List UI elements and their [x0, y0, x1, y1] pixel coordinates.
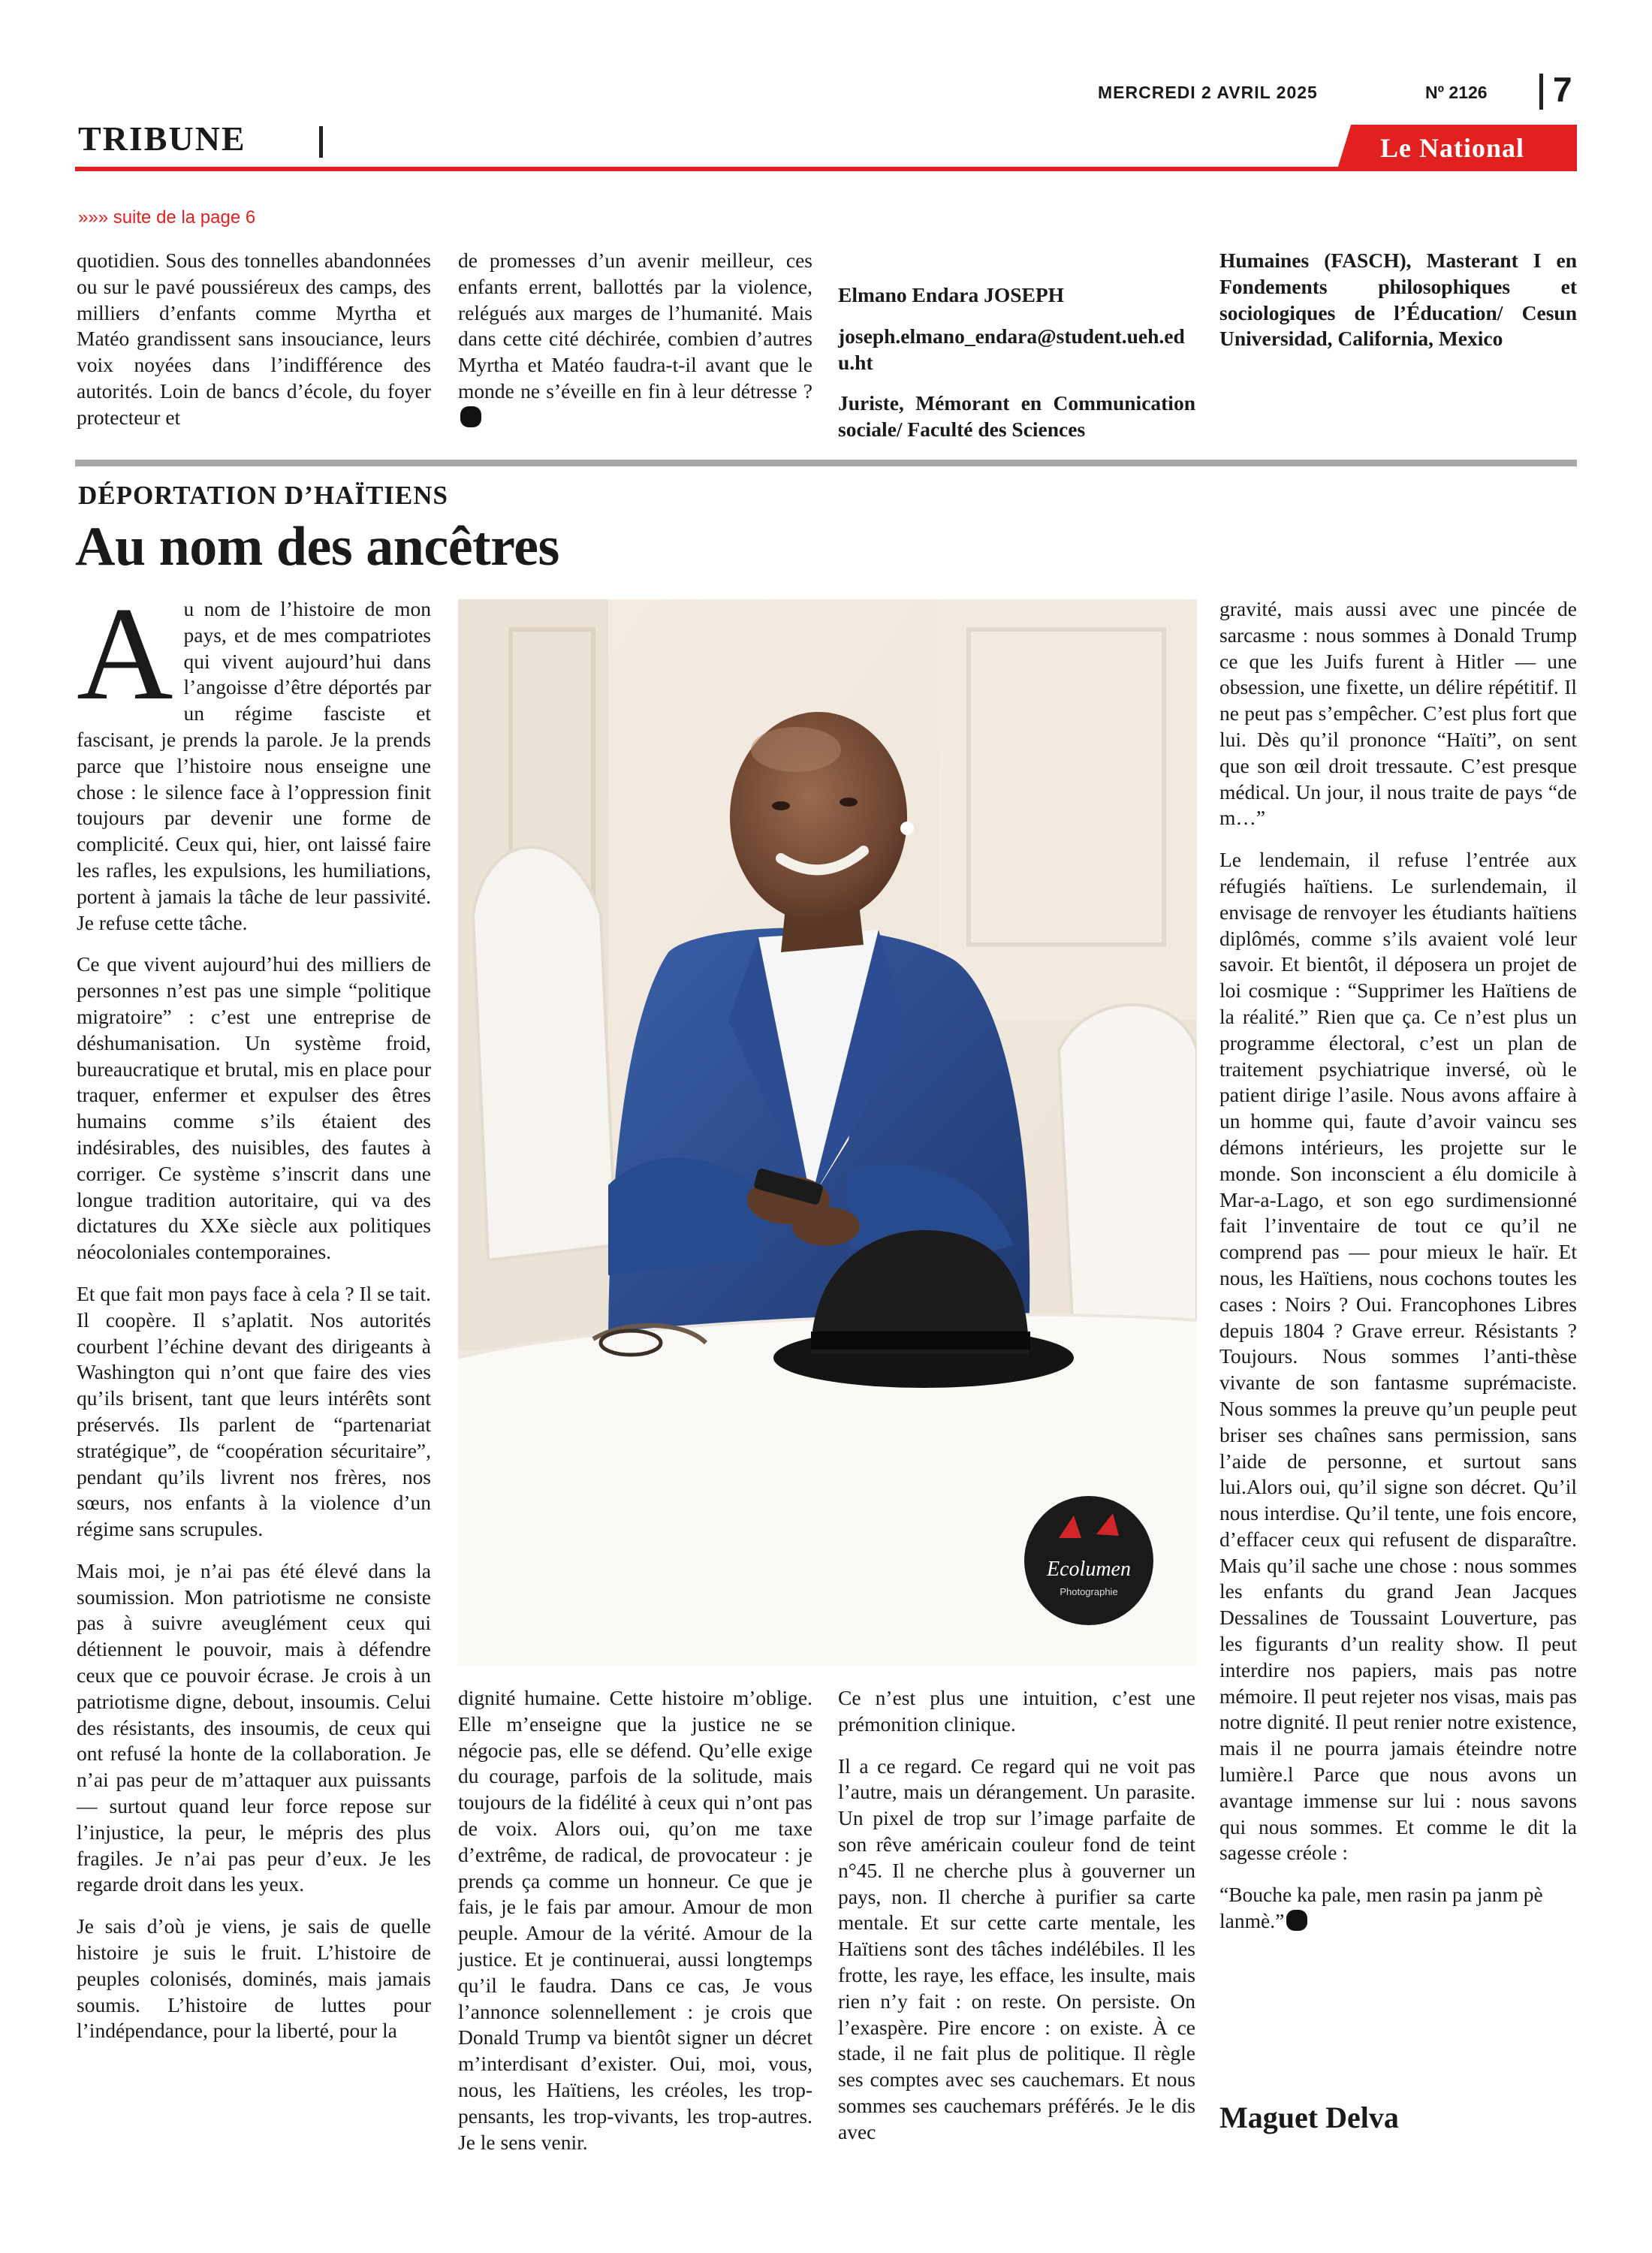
prev-article-paragraph: quotidien. Sous des tonnelles abandonnées ou sur le pavé poussiéreux des camps, des milliers d’enfants comme Myrtha et Matéo grandissent sans insouciance, leurs voix noyées dans l’indifférence des autorités. Loin de bancs d’école, du foyer protecteur et	[77, 249, 431, 429]
end-mark-icon	[1286, 1910, 1307, 1931]
article-kicker: DÉPORTATION D’HAÏTIENS	[78, 481, 449, 510]
article-column-3	[838, 1685, 1195, 2146]
end-mark-icon	[460, 406, 481, 427]
author-title: Juriste, Mémorant en Communication sociale/ Faculté des Sciences	[838, 391, 1195, 442]
continued-from-label: »»» suite de la page 6	[78, 207, 256, 228]
author-name: Elmano Endara JOSEPH	[838, 283, 1065, 306]
page-number: 7	[1553, 70, 1572, 109]
article-paragraph: Ce que vivent aujourd’hui des milliers de personnes n’est pas une simple “politique migratoire” : c’est une entreprise de déshumanisation. Un système froid, bureaucratique et brutal, mis en place pour traquer, enfermer et expulser des êtres humains comme s’ils étaient des indésirables, des nuisibles, des fautes à corriger. Ce système s’inscrit dans une longue tradition autoritaire, qui va des dictatures du XXe siècle aux politiques néocoloniales contemporaines.	[77, 952, 431, 1264]
article-paragraph: Le lendemain, il refuse l’entrée aux réfugiés haïtiens. Le surlendemain, il envisage de renvoyer les étudiants haïtiens diplômés, comme s’ils avaient volé leur savoir. Et bientôt, il déposera un projet de loi cosmique : “Supprimer les Haïtiens de la réalité.” Rien que ça. Ce n’est plus un programme électoral, c’est un plan de traitement psychiatrique inversé, où le patient dirige l’asile. Nous avons affaire à un homme qui, faute d’avoir vaincu ses démons intérieurs, les projette sur le monde. Son inconscient a élu domicile à Mar-a-Lago, et son ego surdimensionné fait l’inventaire de tout ce qu’il ne comprend pas — pour mieux le haïr. Et nous, les Haïtiens, nous cochons toutes les cases : Noirs ? Oui. Francophones Libres depuis 1804 ? Grave erreur. Résistants ? Toujours. Nous sommes l’anti-thèse vivante de son fantasme suprémaciste. Nous sommes la preuve qu’un peuple peut briser ses chaînes sans permission, sans l’aide de personne, et surtout sans lui.Alors oui, qu’il signe son décret. Qu’il nous interdise. Qu’il tente, une fois encore, d’effacer ceux qui refusent de disparaître. Mais qu’il sache une chose : nous sommes les enfants du grand Jean Jacques Dessalines de Toussaint Louverture, pas les figurants d’un reality show. Il peut interdire nos papiers, mais pas notre mémoire. Il peut rejeter nos visas, mais pas notre dignité. Il peut renier notre existence, mais il ne pourra jamais éteindre notre lumière.l Parce que nous avons un avantage immense sur lui : nous savons qui nous sommes. Et comme le dit la sagesse créole :	[1219, 848, 1577, 1865]
page-number-divider	[1539, 74, 1543, 110]
drop-cap: A	[77, 579, 173, 728]
article-headline: Au nom des ancêtres	[75, 516, 559, 578]
author-photo	[458, 599, 1197, 1666]
article-separator	[75, 460, 1577, 466]
photo-logo-subtext: Photographie	[1060, 1586, 1118, 1597]
article-paragraph	[77, 579, 431, 936]
issue-date: MERCREDI 2 AVRIL 2025	[1098, 83, 1318, 102]
prev-article-paragraph	[458, 248, 812, 431]
header-rule	[75, 167, 1577, 171]
prev-article-text: de promesses d’un avenir meilleur, ces enfants errent, ballottés par la violence, relégués aux marges de l’humanité. Mais dans cette cité déchirée, combien d’autres Myrtha et Matéo faudra-t-il avant que le monde ne s’éveille en fin à leur détresse ?	[458, 249, 812, 403]
creole-proverb: “Bouche ka pale, men rasin pa janm pè lanmè.”	[1219, 1883, 1543, 1933]
article-column-4	[1219, 596, 1577, 1935]
author-email: joseph.elmano_endara@student.ueh.edu.ht	[838, 324, 1185, 374]
section-title: TRIBUNE	[78, 119, 246, 158]
article-paragraph: Il a ce regard. Ce regard qui ne voit pas l’autre, mais un dérangement. Un parasite. Un pixel de trop sur l’image parfaite de son rêve américain couleur fond de teint n°45. Il ne cherche plus à gouverner un pays, non. Il cherche à purifier sa carte mentale. Et sur cette carte mentale, les Haïtiens sont des tâches indélébiles. Il les frotte, les raye, les efface, les insulte, mais rien n’y fait : on reste. On persiste. On l’exaspère. Pire encore : on existe. À ce stade, il ne fait plus de politique. Il règle ses comptes avec ses cauchemars. Et nous sommes ses cauchemars préférés. Je le dis avec	[838, 1754, 1195, 2143]
article-column-1	[77, 579, 431, 2044]
article-paragraph: Et que fait mon pays face à cela ? Il se tait. Il coopère. Il s’aplatit. Nos autorités courbent l’échine devant des dirigeants à Washington qui n’ont que faire des vies qu’ils brisent, tant que leurs intérêts sont préservés. Ils parlent de “partenariat stratégique”, de “coopération sécuritaire”, pendant qu’ils livrent nos frères, nos sœurs, nos enfants à la violence d’un régime sans scrupules.	[77, 1281, 431, 1541]
prev-article-author	[838, 282, 1195, 458]
issue-number: Nº 2126	[1425, 83, 1488, 102]
author-title-cont: Humaines (FASCH), Masterant I en Fondements philosophiques et sociologiques de l’Éducation/ Cesun Universidad, California, Mexico	[1219, 249, 1577, 351]
photo-logo-text: Ecolumen	[1047, 1558, 1131, 1581]
article-paragraph: Mais moi, je n’ai pas été élevé dans la soumission. Mon patriotisme ne consiste pas à suivre aveuglément ceux qui détiennent le pouvoir, mais à défendre ceux que ce pouvoir écrase. Je crois à un patriotisme digne, debout, insoumis. Celui des résistants, des insoumis, de ceux qui ont refusé la honte de la collaboration. Je n’ai pas peur de m’attaquer aux puissants — surtout quand leur force repose sur l’injustice, la peur, le mépris des plus fragiles. Je n’ai pas peur d’eux. Je les regarde droit dans les yeux.	[77, 1558, 431, 1896]
article-signature: Maguet Delva	[1219, 2101, 1399, 2134]
article-column-2	[458, 1685, 812, 2155]
newspaper-brand: Le National	[1380, 133, 1525, 163]
prev-article-author-cont	[1219, 248, 1577, 367]
prev-article-column-1	[77, 248, 431, 431]
article-paragraph	[1219, 1882, 1577, 1935]
article-paragraph: Ce n’est plus une intuition, c’est une prémonition clinique.	[838, 1686, 1195, 1736]
section-divider	[319, 126, 323, 158]
prev-article-column-2	[458, 248, 812, 431]
article-paragraph: Je sais d’où je viens, je sais de quelle histoire je suis le fruit. L’histoire de peuples colonisés, dominés, mais jamais soumis. L’histoire de luttes pour l’indépendance, pour la liberté, pour la	[77, 1914, 431, 2043]
article-text: u nom de l’histoire de mon pays, et de mes compatriotes qui vivent aujourd’hui dans l’angoisse d’être déportés par un régime fasciste et fascisant, je prends la parole. Je la prends parce que l’histoire nous enseigne une chose : le silence face à l’oppression finit toujours par devenir une forme de complicité. Ceux qui, hier, ont laissé faire les rafles, les expulsions, les humiliations, portent à jamais la tâche de leur passivité. Je refuse cette tâche.	[77, 597, 431, 934]
article-paragraph: gravité, mais aussi avec une pincée de sarcasme : nous sommes à Donald Trump ce que les Juifs furent à Hitler — une obsession, une fixette, un délire répétitif. Il ne peut pas s’empêcher. C’est plus fort que lui. Dès qu’il prononce “Haïti”, on sent que son œil droit tressaute. C’est presque médical. Un jour, il nous traite de pays “de m…”	[1219, 597, 1577, 830]
article-paragraph: dignité humaine. Cette histoire m’oblige. Elle m’enseigne que la justice ne se négocie pas, elle se défend. Qu’elle exige du courage, parfois de la solitude, mais toujours de la fidélité à ceux qui n’ont pas de voix. Alors oui, qu’on me taxe d’extrême, de radical, de provocateur : je prends ça comme un honneur. Ce que je fais, je le fais par amour. Amour de mon peuple. Amour de la vérité. Amour de la justice. Et je continuerai, aussi longtemps qu’il le faudra. Dans ce cas, Je vous l’annonce solennellement : je crois que Donald Trump va bientôt signer un décret m’interdisant d’exister. Oui, moi, vous, nous, les Haïtiens, les créoles, les trop-pensants, les trop-vivants, les trop-autres. Je le sens venir.	[458, 1686, 812, 2154]
